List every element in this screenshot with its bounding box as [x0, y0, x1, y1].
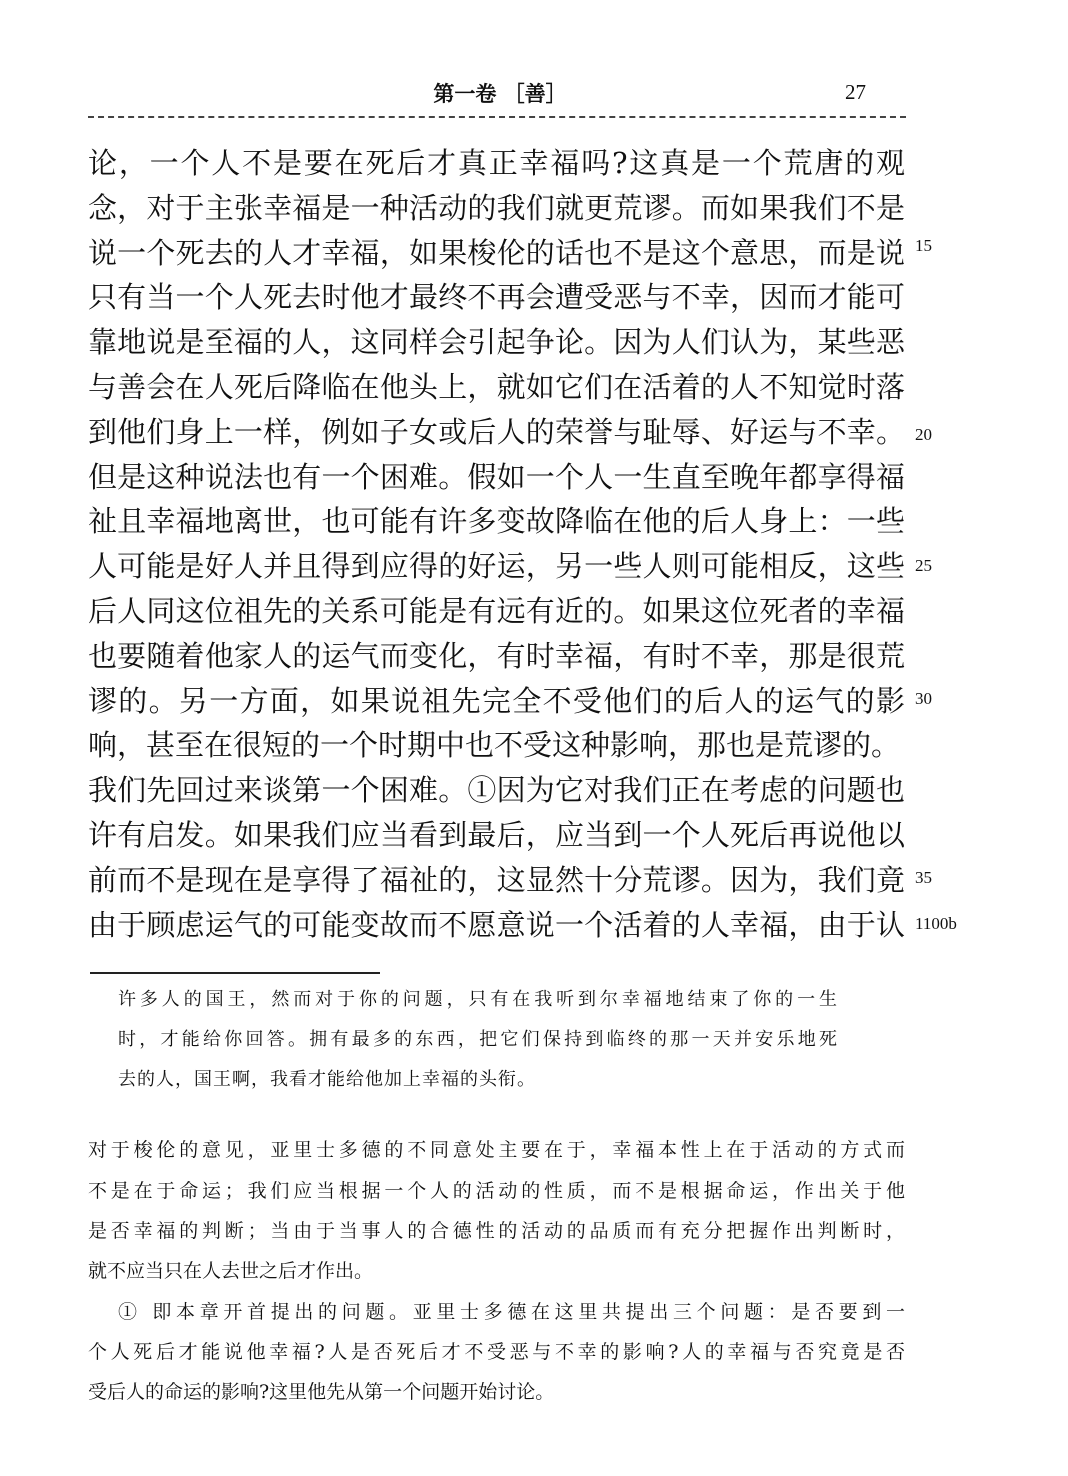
- line-number: 20: [915, 425, 932, 444]
- page-number: 27: [845, 80, 866, 104]
- text-line: 谬的。另一方面，如果说祖先完全不受他们的后人的运气的影: [88, 683, 905, 718]
- text-line: 后人同这位祖先的关系可能是有远有近的。如果这位死者的幸福: [88, 594, 905, 628]
- text-line: 到他们身上一样，例如子女或后人的荣誉与耻辱、好运与不幸。: [88, 414, 905, 449]
- text-line: 人可能是好人并且得到应得的好运，另一些人则可能相反，这些: [88, 549, 905, 584]
- line-number: 1100b: [915, 914, 957, 933]
- text-line: 由于顾虑运气的可能变故而不愿意说一个活着的人幸福，由于认: [88, 907, 905, 942]
- text-line: 不是在于命运；我们应当根据一个人的活动的性质，而不是根据命运，作出关于他: [88, 1180, 905, 1202]
- line-number: 35: [915, 868, 932, 887]
- header-rule: [88, 116, 906, 118]
- text-line: 响，甚至在很短的一个时期中也不受这种影响，那也是荒谬的。: [88, 728, 901, 763]
- text-line: 也要随着他家人的运气而变化，有时幸福，有时不幸，那是很荒: [88, 638, 905, 673]
- text-line: 只有当一个人死去时他才最终不再会遭受恶与不幸，因而才能可: [88, 280, 905, 315]
- text-line: 时，才能给你回答。拥有最多的东西，把它们保持到临终的那一天并安乐地死: [118, 1029, 838, 1050]
- text-line: 受后人的命运的影响?这里他先从第一个问题开始讨论。: [88, 1381, 555, 1403]
- line-number: 25: [915, 556, 932, 575]
- text-line: 论，一个人不是要在死后才真正幸福吗?这真是一个荒唐的观: [88, 146, 905, 180]
- text-line: ① 即本章开首提出的问题。亚里士多德在这里共提出三个问题：是否要到一: [118, 1301, 905, 1323]
- line-number: 30: [915, 689, 932, 708]
- text-line: 就不应当只在人去世之后才作出。: [88, 1260, 374, 1282]
- text-line: 个人死后才能说他幸福?人是否死后才不受恶与不幸的影响?人的幸福与否究竟是否: [88, 1341, 905, 1363]
- text-line: 祉且幸福地离世，也可能有许多变故降临在他的后人身上：一些: [88, 504, 905, 539]
- text-line: 许多人的国王，然而对于你的问题，只有在我听到尔幸福地结束了你的一生: [118, 989, 838, 1010]
- text-line: 前而不是现在是享得了福祉的，这显然十分荒谬。因为，我们竟: [88, 862, 905, 897]
- line-number: 15: [915, 236, 932, 255]
- text-line: 说一个死去的人才幸福，如果梭伦的话也不是这个意思，而是说: [88, 235, 905, 270]
- text-line: 与善会在人死后降临在他头上，就如它们在活着的人不知觉时落: [88, 370, 905, 404]
- text-line: 我们先回过来谈第一个困难。①因为它对我们正在考虑的问题也: [88, 773, 905, 808]
- footnote-rule: [90, 972, 380, 974]
- text-line: 靠地说是至福的人，这同样会引起争论。因为人们认为，某些恶: [88, 325, 905, 360]
- text-line: 去的人，国王啊，我看才能给他加上幸福的头衔。: [118, 1069, 536, 1090]
- text-line: 但是这种说法也有一个困难。假如一个人一生直至晚年都享得福: [88, 459, 905, 494]
- text-line: 许有启发。如果我们应当看到最后，应当到一个人死后再说他以: [88, 818, 905, 852]
- text-line: 念，对于主张幸福是一种活动的我们就更荒谬。而如果我们不是: [88, 190, 905, 225]
- text-line: 是否幸福的判断；当由于当事人的合德性的活动的品质而有充分把握作出判断时，: [88, 1220, 905, 1242]
- running-title: 第一卷 ［善］: [433, 81, 567, 106]
- text-line: 对于梭伦的意见，亚里士多德的不同意处主要在于，幸福本性上在于活动的方式而: [88, 1139, 905, 1161]
